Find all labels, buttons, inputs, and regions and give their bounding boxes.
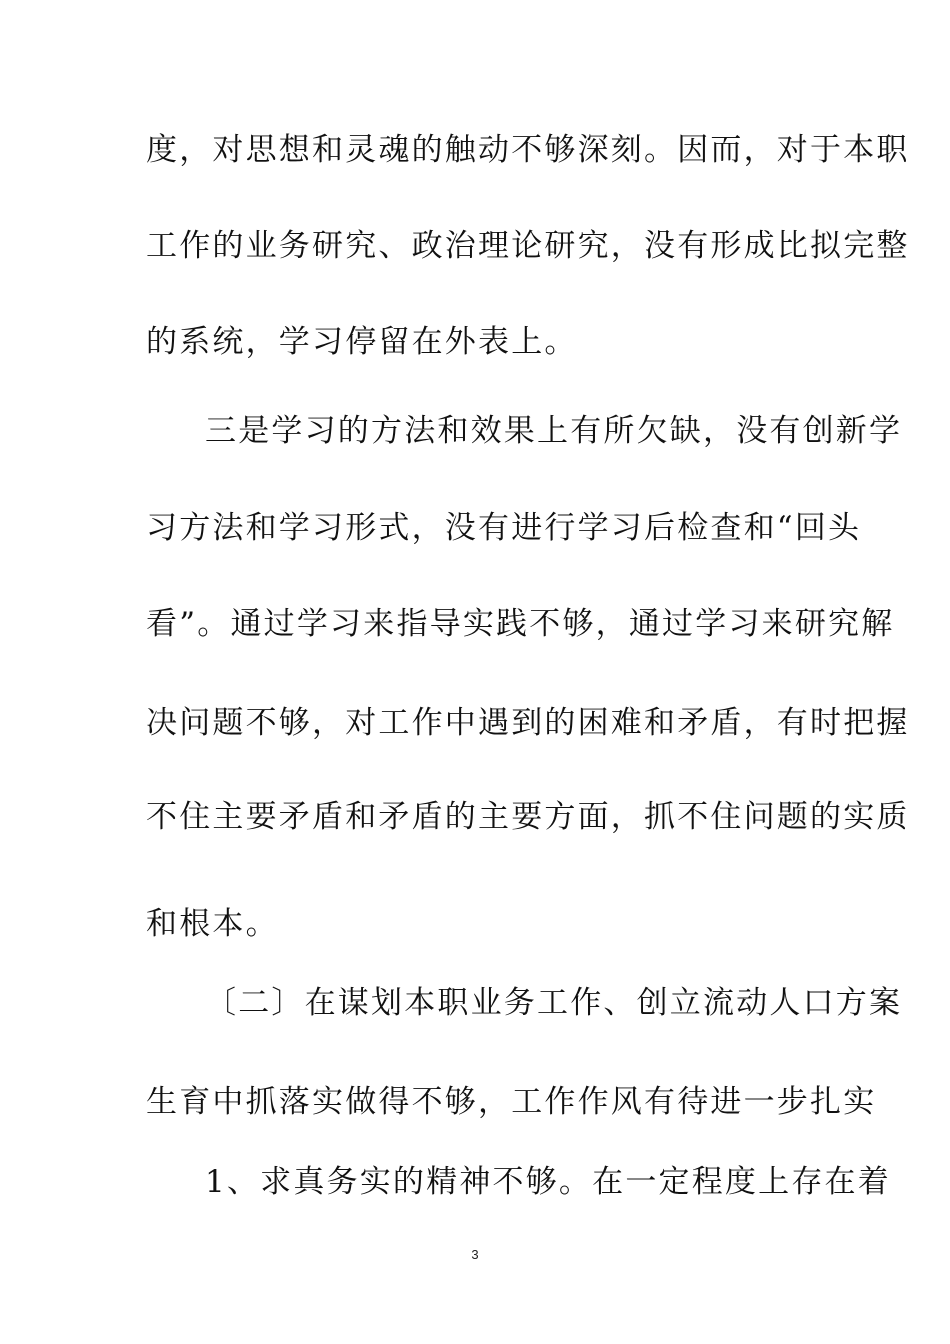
- text-line: 和根本。: [146, 906, 279, 942]
- text-line: 生育中抓落实做得不够，工作作风有待进一步扎实: [146, 1084, 877, 1120]
- text-line: 习方法和学习形式，没有进行学习后检查和“回头: [146, 510, 862, 546]
- text-line: 的系统，学习停留在外表上。: [146, 324, 578, 360]
- text-line: 决问题不够，对工作中遇到的困难和矛盾，有时把握: [146, 705, 910, 741]
- page-number: 3: [471, 1247, 479, 1262]
- text-line: 工作的业务研究、政治理论研究，没有形成比拟完整: [146, 228, 910, 264]
- text-line: 〔二〕在谋划本职业务工作、创立流动人口方案: [205, 985, 903, 1021]
- text-line: 三是学习的方法和效果上有所欠缺，没有创新学: [205, 413, 903, 449]
- text-line: 度，对思想和灵魂的触动不够深刻。因而，对于本职: [146, 132, 910, 168]
- text-line: 不住主要矛盾和矛盾的主要方面，抓不住问题的实质: [146, 799, 910, 835]
- text-line: 1、求真务实的精神不够。在一定程度上存在着: [205, 1164, 891, 1200]
- text-line: 看”。通过学习来指导实践不够，通过学习来研究解: [146, 606, 895, 642]
